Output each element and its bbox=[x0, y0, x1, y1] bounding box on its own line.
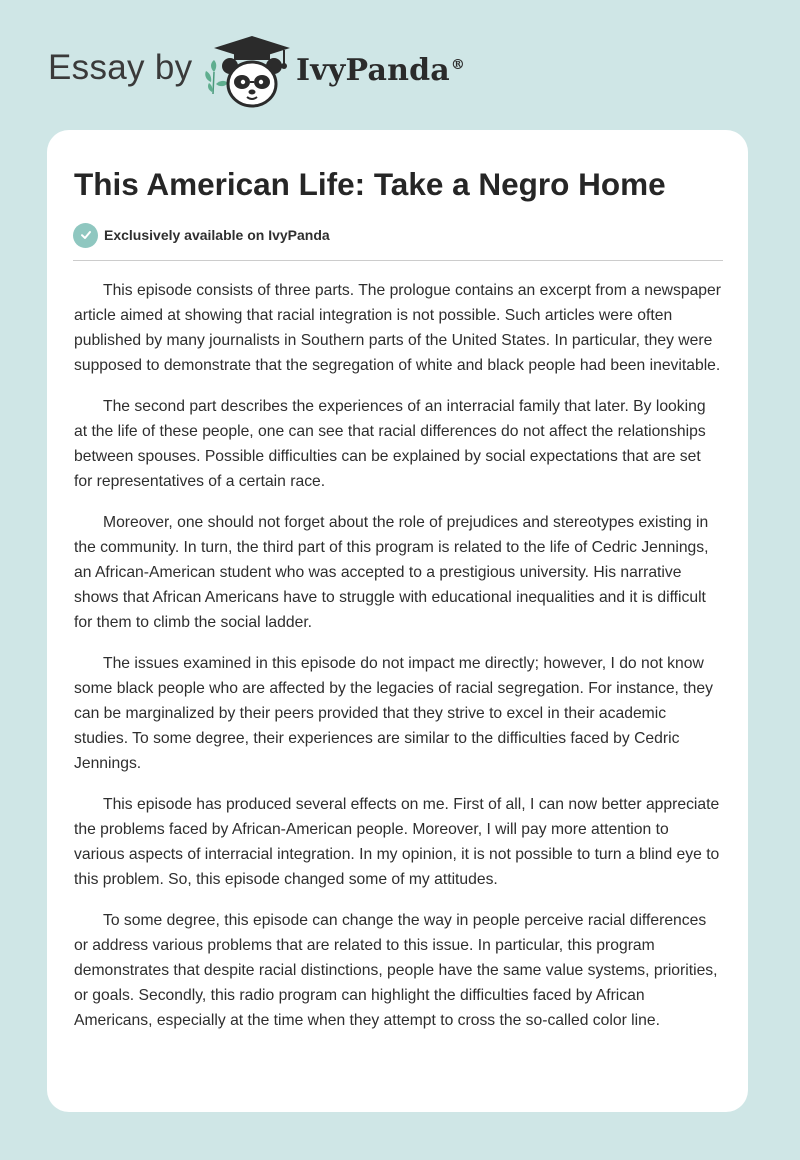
paragraph: To some degree, this episode can change the way in people perceive racial differences or address various problems that are related to this issue. In particular, this program demonstrates that despite racial distinctions, people have the same value systems, priorities, or goals. Secondly, this radio program can highlight the difficulties faced by African Americans, especially at the time when they attempt to cross the so-called color line. bbox=[74, 912, 718, 1029]
paragraph: This episode consists of three parts. The prologue contains an excerpt from a newspaper article aimed at showing that racial integration is not possible. Such articles were often published by many journalists in Southern parts of the United States. In particular, they were supposed to demonstrate that the segregation of white and black people had been inevitable. bbox=[74, 282, 721, 374]
essay-card bbox=[47, 130, 748, 1112]
divider bbox=[73, 260, 723, 261]
essay-by-label: Essay by bbox=[48, 48, 193, 87]
brand-logo-text[interactable]: IvyPanda® bbox=[296, 53, 466, 88]
checkmark-icon bbox=[73, 223, 98, 248]
registered-mark: ® bbox=[450, 57, 466, 73]
paragraph: Moreover, one should not forget about the role of prejudices and stereotypes existing in the community. In turn, the third part of this program is related to the life of Cedric Jennings, an African-American student who was accepted to a prestigious university. His narrative shows that African Americans have to struggle with educational inequalities and it is difficult for them to climb the social ladder. bbox=[74, 514, 709, 631]
page-title: This American Life: Take a Negro Home bbox=[74, 166, 666, 202]
panda-graduate-logo-icon[interactable] bbox=[200, 32, 296, 112]
site-header bbox=[0, 0, 800, 130]
paragraph: The second part describes the experiences of an interracial family that later. By looking at the life of these people, one can see that racial differences do not affect the relationships between spouses. Possible difficulties can be explained by social expectations that are set for representatives of a certain race. bbox=[74, 398, 706, 490]
exclusive-badge-label: Exclusively available on IvyPanda bbox=[104, 227, 330, 243]
essay-body bbox=[74, 278, 722, 1049]
paragraph: The issues examined in this episode do not impact me directly; however, I do not know some black people who are affected by the legacies of racial segregation. For instance, they can be marginalized by their peers provided that they strive to excel in their academic studies. To some degree, their experiences are similar to the difficulties faced by Cedric Jennings. bbox=[74, 655, 713, 772]
paragraph: This episode has produced several effects on me. First of all, I can now better appreciate the problems faced by African-American people. Moreover, I will pay more attention to various aspects of interracial integration. In my opinion, it is not possible to turn a blind eye to this problem. So, this episode changed some of my attitudes. bbox=[74, 796, 720, 888]
exclusive-badge bbox=[73, 222, 330, 248]
